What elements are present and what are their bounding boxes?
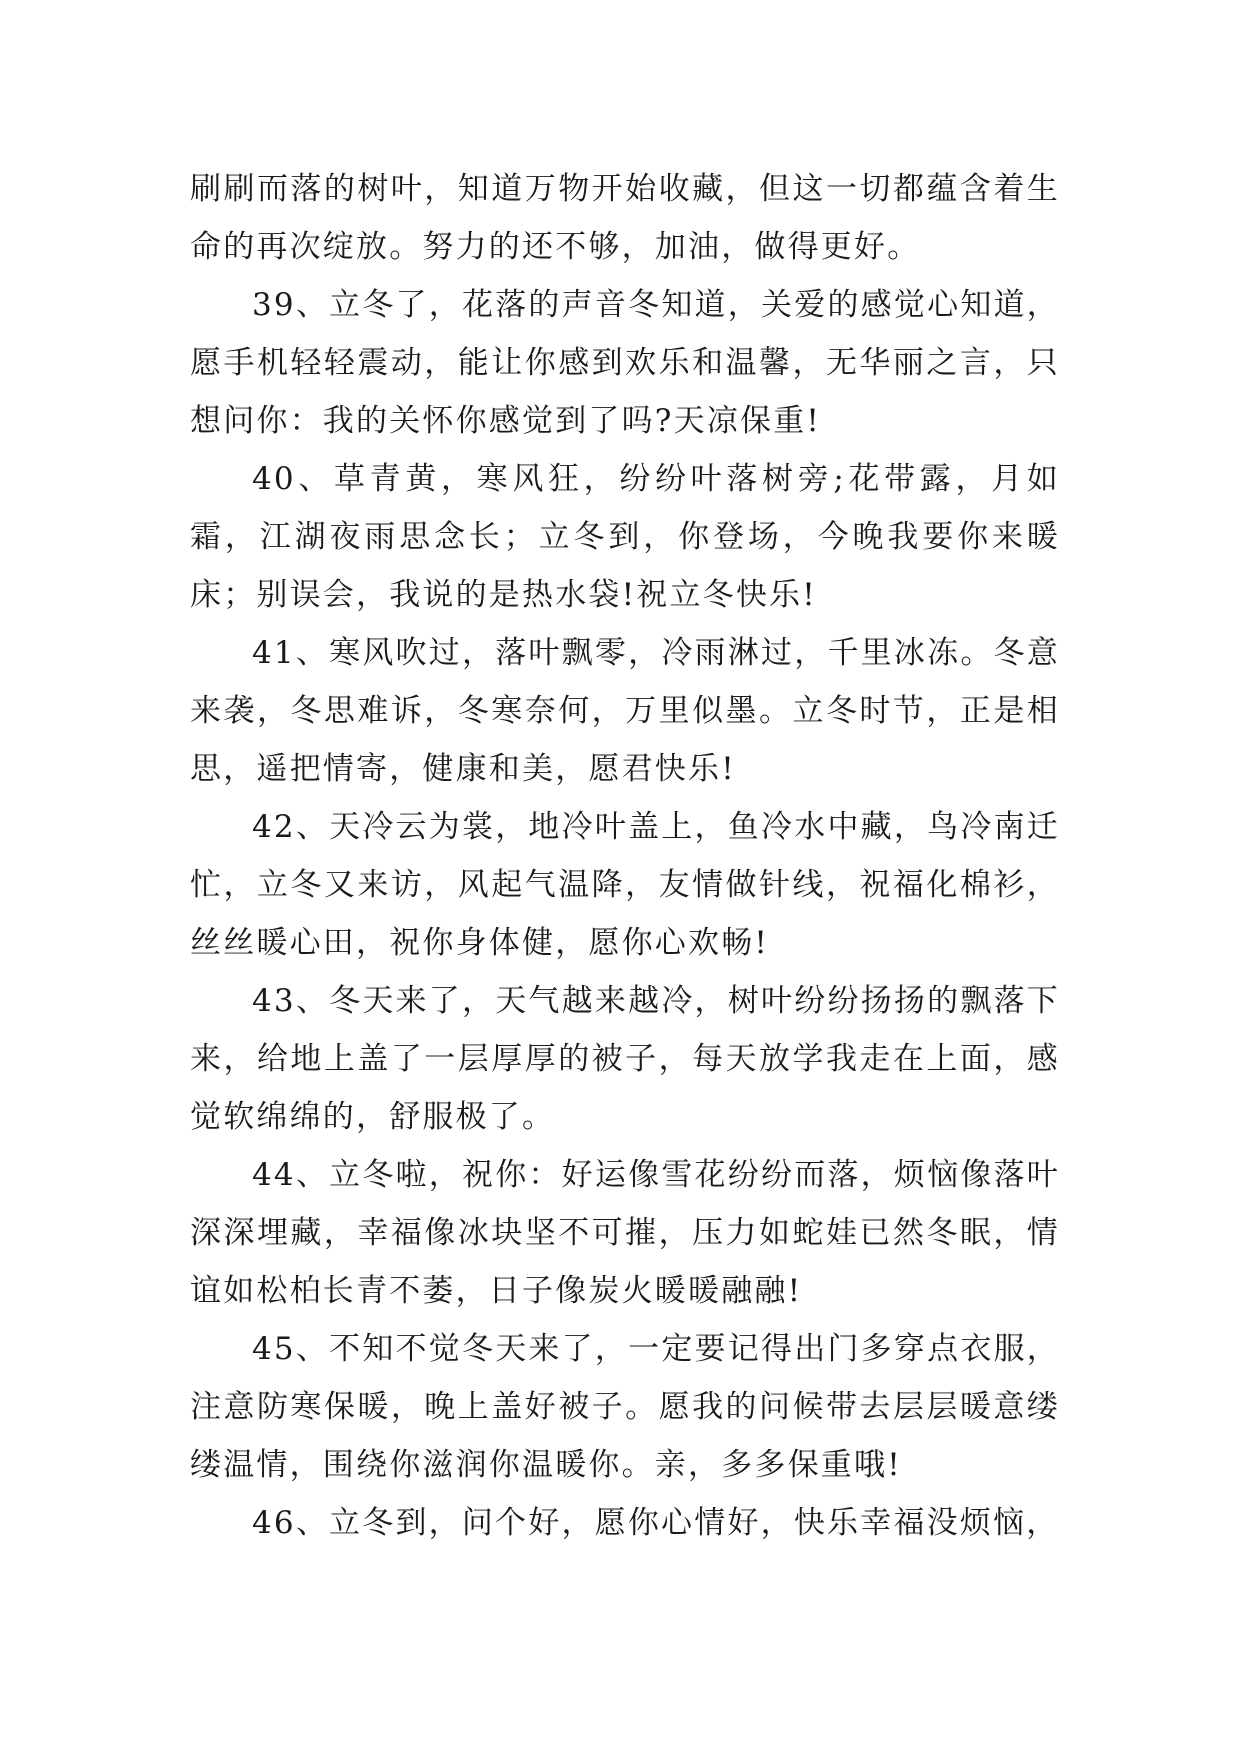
paragraph-46: 46、立冬到，问个好，愿你心情好，快乐幸福没烦恼， [252, 1505, 1060, 1541]
document-body [190, 160, 1060, 1552]
paragraph-39: 39、立冬了，花落的声音冬知道，关爱的感觉心知道，愿手机轻轻震动，能让你感到欢乐和温馨，无华丽之言，只想问你：我的关怀你感觉到了吗?天凉保重! [190, 287, 1060, 439]
paragraph-41: 41、寒风吹过，落叶飘零，冷雨淋过，千里冰冻。冬意来袭，冬思难诉，冬寒奈何，万里似墨。立冬时节，正是相思，遥把情寄，健康和美，愿君快乐! [190, 635, 1060, 787]
paragraph-40: 40、草青黄，寒风狂，纷纷叶落树旁;花带露，月如霜，江湖夜雨思念长；立冬到，你登场，今晚我要你来暖床；别误会，我说的是热水袋!祝立冬快乐! [190, 461, 1060, 613]
paragraph-45: 45、不知不觉冬天来了，一定要记得出门多穿点衣服，注意防寒保暖，晚上盖好被子。愿我的问候带去层层暖意缕缕温情，围绕你滋润你温暖你。亲，多多保重哦! [190, 1331, 1060, 1483]
paragraph-continuation: 刷刷而落的树叶，知道万物开始收藏，但这一切都蕴含着生命的再次绽放。努力的还不够，加油，做得更好。 [190, 171, 1060, 265]
paragraph-43: 43、冬天来了，天气越来越冷，树叶纷纷扬扬的飘落下来，给地上盖了一层厚厚的被子，每天放学我走在上面，感觉软绵绵的，舒服极了。 [190, 983, 1060, 1135]
paragraph-42: 42、天冷云为裳，地冷叶盖上，鱼冷水中藏，鸟冷南迁忙，立冬又来访，风起气温降，友情做针线，祝福化棉衫，丝丝暖心田，祝你身体健，愿你心欢畅! [190, 809, 1060, 961]
paragraph-44: 44、立冬啦，祝你：好运像雪花纷纷而落，烦恼像落叶深深埋藏，幸福像冰块坚不可摧，压力如蛇娃已然冬眠，情谊如松柏长青不萎，日子像炭火暖暖融融! [190, 1157, 1060, 1309]
